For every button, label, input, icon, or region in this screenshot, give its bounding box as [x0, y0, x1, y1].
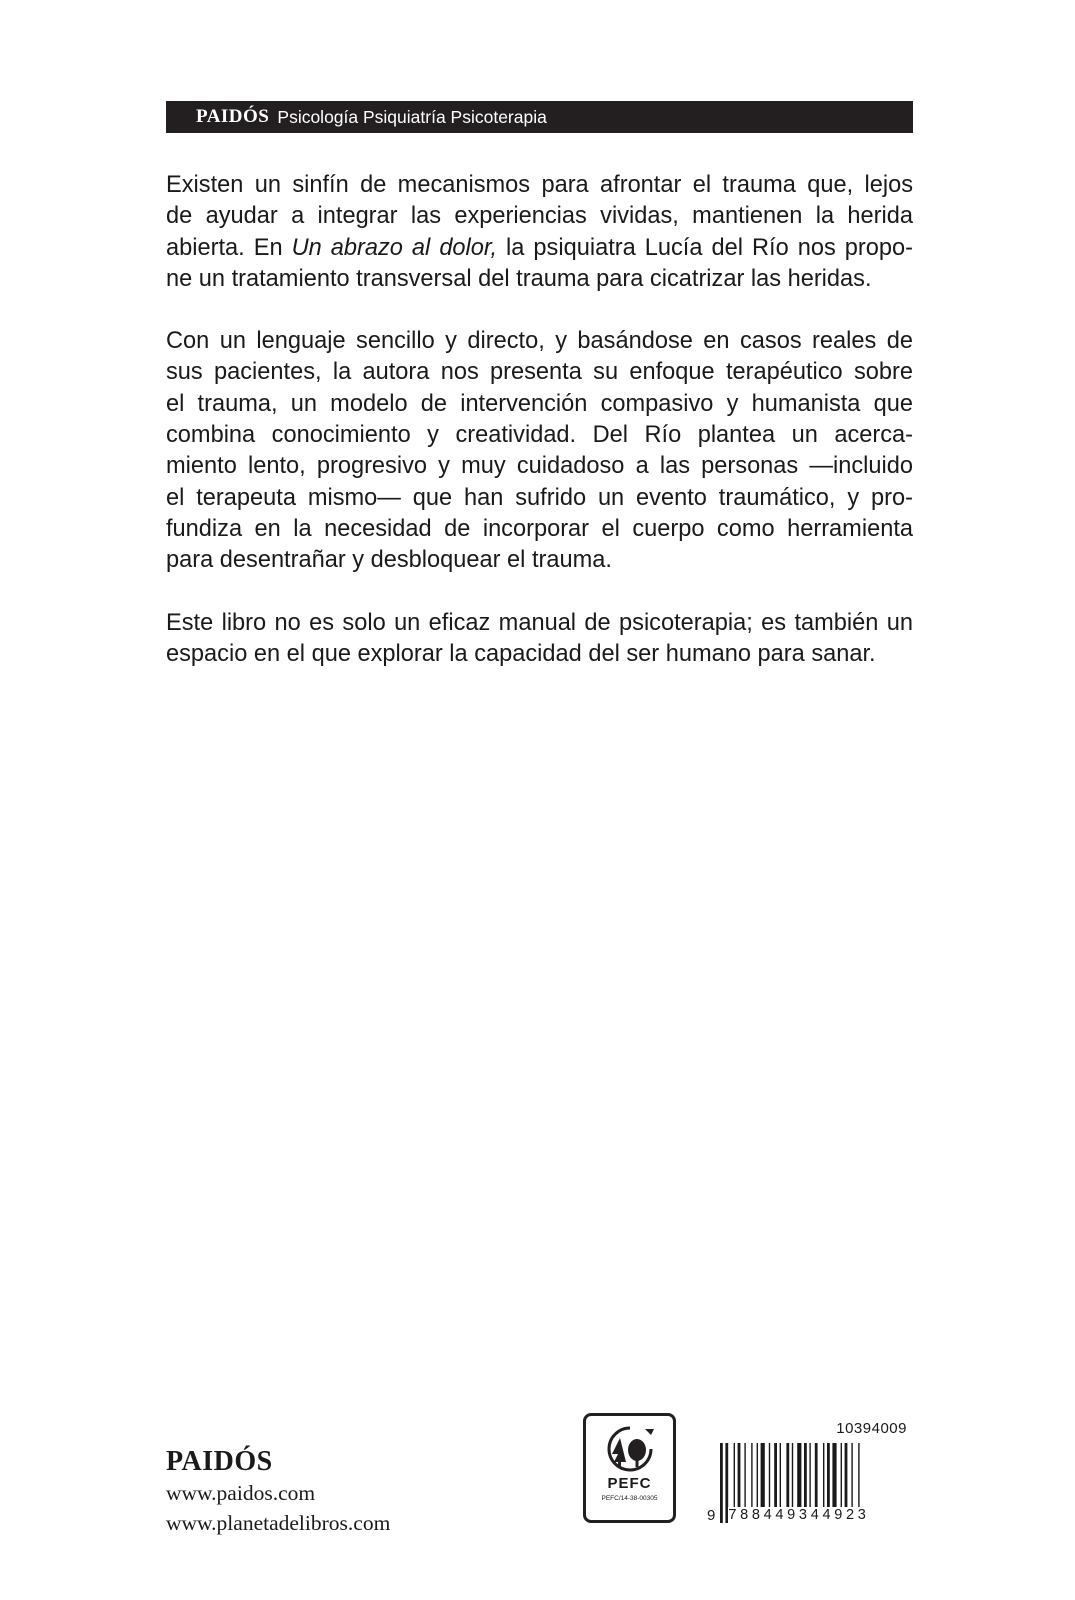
- series-header-bar: [166, 101, 913, 133]
- blurb-line: espacio en el que explorar la capacidad del ser humano para sanar.: [166, 640, 876, 667]
- series-brand: PAIDÓS: [196, 106, 270, 127]
- publisher-logo: PAIDÓS: [166, 1446, 273, 1477]
- barcode-block: [707, 1420, 907, 1523]
- barcode-bar: [833, 1443, 837, 1507]
- barcode-bar: [775, 1443, 778, 1507]
- blurb-line: miento lento, progresivo y muy cuidadoso a las personas —incluido: [166, 453, 913, 480]
- blurb-line: [166, 233, 913, 264]
- barcode-bar: [752, 1443, 753, 1507]
- blurb-line: ne un tratamiento transversal del trauma para cicatrizar las heridas.: [166, 265, 872, 292]
- series-name: Psicología Psiquiatría Psicoterapia: [277, 106, 547, 127]
- barcode-bar: [787, 1443, 790, 1507]
- isbn-leading-digit: 9: [707, 1507, 716, 1524]
- barcode-bar: [780, 1443, 781, 1507]
- blurb-line: el trauma, un modelo de intervención compasivo y humanista que: [166, 390, 913, 417]
- barcode-bar: [734, 1443, 735, 1507]
- publisher-block: [166, 1446, 390, 1538]
- publisher-url[interactable]: www.paidos.com: [166, 1481, 316, 1505]
- blurb-paragraph-3: [166, 608, 913, 671]
- blurb-line: sus pacientes, la autora nos presenta su enfoque terapéutico sobre: [166, 359, 913, 386]
- barcode-bar: [823, 1443, 824, 1507]
- pefc-certification-logo: [583, 1413, 676, 1523]
- blurb-paragraph-2: [166, 326, 913, 576]
- blurb-line: Con un lenguaje sencillo y directo, y basándose en casos reales de: [166, 328, 913, 355]
- barcode-bar: [810, 1443, 811, 1507]
- blurb-line: para desentrañar y desbloquear el trauma.: [166, 547, 612, 574]
- barcode-bar: [738, 1443, 741, 1507]
- barcode-bar: [852, 1443, 853, 1507]
- barcode-bar: [761, 1443, 765, 1507]
- barcode-bar: [815, 1443, 818, 1507]
- book-title: Un abrazo al dolor,: [291, 234, 498, 261]
- isbn-barcode: [718, 1443, 896, 1523]
- blurb-paragraph-1: [166, 170, 913, 295]
- blurb-line: Existen un sinfín de mecanismos para afrontar el trauma que, lejos: [166, 172, 913, 198]
- blurb-text: la psiquiatra Lucía del Río nos propo-: [497, 234, 913, 261]
- barcode-bar: [804, 1443, 807, 1507]
- back-cover-blurb: [166, 170, 913, 701]
- barcode-bar: [845, 1443, 848, 1507]
- blurb-line: Este libro no es solo un eficaz manual de psicoterapia; es también un: [166, 609, 913, 636]
- planeta-url[interactable]: www.planetadelibros.com: [166, 1511, 391, 1535]
- blurb-text: abierta. En: [166, 234, 292, 261]
- barcode-bar: [841, 1443, 842, 1507]
- barcode-bar: [745, 1443, 746, 1507]
- barcode-bar: [827, 1443, 830, 1507]
- barcode-bar: [859, 1443, 860, 1507]
- pefc-name: PEFC: [607, 1475, 652, 1492]
- barcode-bar: [757, 1443, 758, 1507]
- blurb-line: de ayudar a integrar las experiencias vividas, mantienen la herida: [166, 203, 913, 230]
- barcode-bar: [769, 1443, 770, 1507]
- blurb-line: fundiza en la necesidad de incorporar el cuerpo como herramienta: [166, 515, 913, 542]
- product-code: 10394009: [836, 1420, 907, 1437]
- isbn-digits: 788449344923: [728, 1507, 892, 1523]
- pefc-tree-icon: [604, 1426, 656, 1472]
- barcode-bar: [720, 1443, 723, 1523]
- blurb-line: combina conocimiento y creatividad. Del Río plantea un acerca-: [166, 422, 913, 449]
- blurb-line: el terapeuta mismo— que han sufrido un evento traumático, y pro-: [166, 484, 913, 511]
- pefc-code: PEFC/14-38-00305: [601, 1495, 658, 1502]
